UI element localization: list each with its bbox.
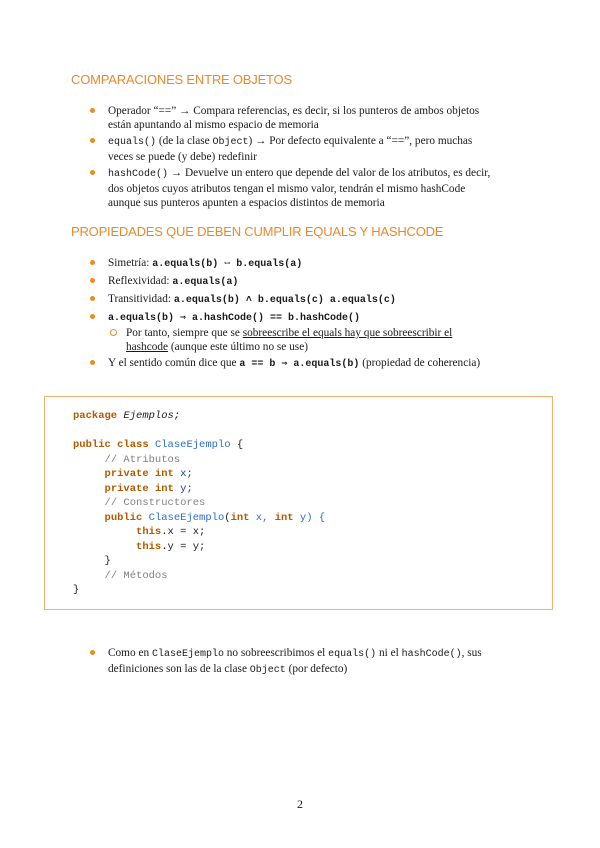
code-inline: ClaseEjemplo xyxy=(151,649,224,660)
comparisons-list xyxy=(90,104,530,212)
code-inline: hashCode() xyxy=(401,649,462,660)
code-keyword: int xyxy=(230,511,250,524)
code-inline: a.equals(b) ˄ b.equals(c) a.equals(c) xyxy=(173,295,396,306)
item-text: están apuntando al mismo espacio de memoria xyxy=(108,119,319,131)
code-field: x; xyxy=(173,468,193,480)
code-inline: equals() xyxy=(108,137,157,148)
code-inline: Object xyxy=(249,665,286,676)
item-text: (aunque este último no se use) xyxy=(168,341,308,353)
code-keyword: package xyxy=(73,410,118,422)
code-inline: hashCode() xyxy=(108,169,169,180)
list-item xyxy=(90,256,530,272)
code-inline: a.equals(b) ⇔ b.equals(a) xyxy=(152,259,303,270)
code-package-name: Ejemplos; xyxy=(123,410,181,422)
bullet-icon xyxy=(90,170,95,175)
bullet-icon xyxy=(90,314,95,319)
code-comment: // Métodos xyxy=(104,569,168,582)
code-keyword: int xyxy=(154,482,174,495)
code-keyword: class xyxy=(117,439,149,451)
underlined-text: sobreescribe el equals hay que sobreescribir el xyxy=(242,327,453,339)
item-text: Como en xyxy=(108,647,152,659)
code-keyword: int xyxy=(274,511,294,524)
item-text: → Devuelve un entero que depende del valor de los atributos, es decir, xyxy=(168,167,491,179)
item-text: ) → Por defecto equivalente a “==”, pero muchas xyxy=(248,135,473,147)
hollow-bullet-icon xyxy=(110,329,117,336)
item-text: (por defecto) xyxy=(285,663,348,675)
section-title-propiedades: PROPIEDADES QUE DEBEN CUMPLIR EQUALS Y HASHCODE xyxy=(71,224,444,239)
code-comment: // Constructores xyxy=(104,497,206,509)
closing-list xyxy=(90,646,530,680)
code-block xyxy=(44,396,553,610)
code-keyword: this xyxy=(136,540,162,553)
properties-list xyxy=(90,256,530,374)
list-item xyxy=(90,166,530,210)
code-class-name: ClaseEjemplo xyxy=(148,511,225,524)
property-label: Transitividad: xyxy=(108,293,174,305)
code-text: } xyxy=(73,584,80,596)
item-text: Y el sentido común dice que xyxy=(108,357,240,369)
list-item xyxy=(90,356,530,372)
bullet-icon xyxy=(90,108,95,113)
code-inline: Object xyxy=(212,137,249,148)
item-text: no sobreescribimos el xyxy=(223,647,329,659)
sub-list-item xyxy=(90,326,530,354)
list-item xyxy=(90,310,530,354)
bullet-icon xyxy=(90,296,95,301)
item-text: , sus xyxy=(461,647,482,659)
bullet-icon xyxy=(90,650,95,655)
section-title-comparaciones: COMPARACIONES ENTRE OBJETOS xyxy=(71,72,292,87)
code-inline: a == b ⇒ a.equals(b) xyxy=(239,359,360,370)
code-keyword: public xyxy=(104,511,143,524)
code-text: { xyxy=(230,439,244,451)
code-inline: a.equals(b) ⇒ a.hashCode() == b.hashCode() xyxy=(108,313,361,324)
page-number: 2 xyxy=(297,797,303,811)
code-keyword: int xyxy=(154,468,174,480)
underlined-text: hashcode xyxy=(126,341,169,353)
list-item xyxy=(90,274,530,290)
code-param: x, xyxy=(249,511,275,524)
item-text: (de la clase xyxy=(156,135,213,147)
item-text: aunque sus punteros apunten a espacios distintos de memoria xyxy=(108,197,385,209)
item-text: veces se puede (y debe) redefinir xyxy=(108,151,257,163)
code-inline: a.equals(a) xyxy=(172,277,239,288)
code-text: } xyxy=(104,555,111,567)
item-text: Operador “==” → Compara referencias, es decir, si los punteros de ambos objetos xyxy=(108,105,480,117)
bullet-icon xyxy=(90,138,95,143)
code-field: y; xyxy=(173,482,193,495)
code-inline: equals() xyxy=(328,649,377,660)
code-text: .x = x; xyxy=(161,526,206,538)
code-listing xyxy=(73,409,325,598)
code-keyword: private xyxy=(104,482,149,495)
item-text: ni el xyxy=(376,647,402,659)
code-keyword: this xyxy=(136,526,162,538)
property-label: Reflexividad: xyxy=(108,275,173,287)
code-class-name: ClaseEjemplo xyxy=(154,439,231,451)
item-text: dos objetos cuyos atributos tengan el mismo valor, tendrán el mismo hashCode xyxy=(108,183,466,195)
code-comment: // Atributos xyxy=(104,453,181,466)
sub-list xyxy=(108,326,530,354)
code-param: y) { xyxy=(293,511,326,524)
code-text: ( xyxy=(224,511,231,524)
list-item xyxy=(90,292,530,308)
item-text: (propiedad de coherencia) xyxy=(359,357,481,369)
code-text: .y = y; xyxy=(161,540,206,553)
bullet-icon xyxy=(90,260,95,265)
list-item xyxy=(90,104,530,132)
item-text: definiciones son las de la clase xyxy=(108,663,250,675)
item-text: Por tanto, siempre que se xyxy=(126,327,243,339)
list-item xyxy=(90,646,530,678)
bullet-icon xyxy=(90,278,95,283)
code-keyword: public xyxy=(73,439,111,451)
property-label: Simetría: xyxy=(108,257,153,269)
bullet-icon xyxy=(90,360,95,365)
code-keyword: private xyxy=(104,468,149,480)
list-item xyxy=(90,134,530,164)
